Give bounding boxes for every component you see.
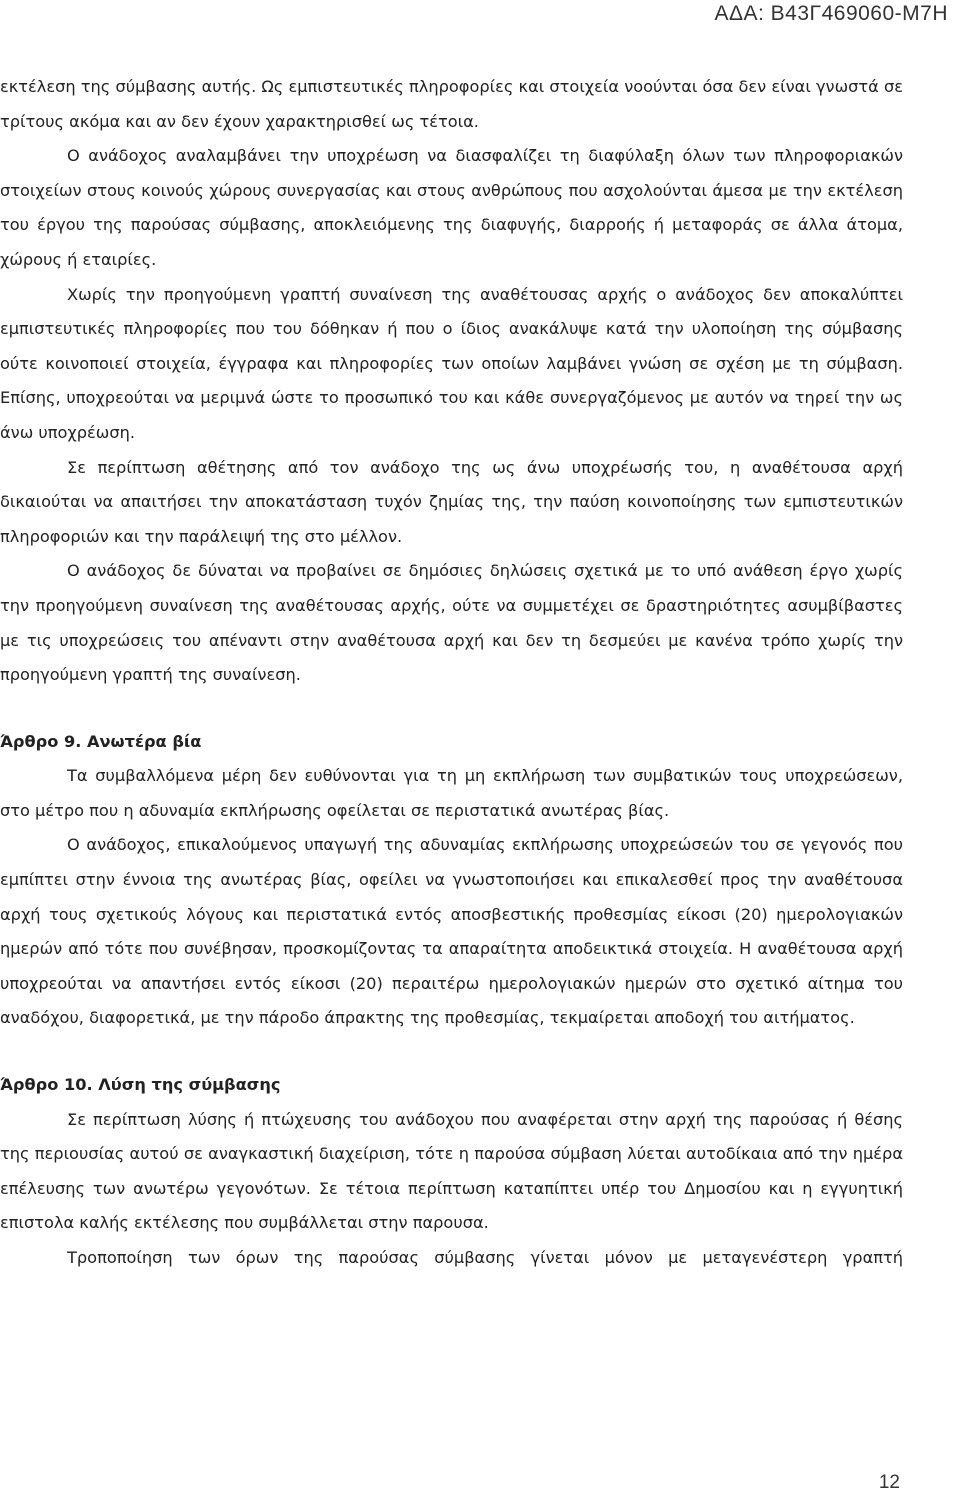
paragraph-confidentiality-continued: εκτέλεση της σύμβασης αυτής. Ως εμπιστευτικές πληροφορίες και στοιχεία νοούνται όσα δεν είναι γνωστά σε τρίτους ακόμα και αν δεν έχουν χαρακτηρισθεί ως τέτοια.: [0, 77, 903, 131]
paragraph-public-statements: Ο ανάδοχος δε δύναται να προβαίνει σε δημόσιες δηλώσεις σχετικά με το υπό ανάθεση έργο χωρίς την προηγούμενη συναίνεση της αναθέτουσας αρχής, ούτε να συμμετέχει σε δραστηριότητες ασυμβίβαστες με τις υποχρεώσεις του απέναντι στην αναθέτουσα αρχή και δεν τη δεσμεύει με κανένα τρόπο χωρίς την προηγούμενη γραπτή της συναίνεση.: [0, 561, 903, 685]
paragraph-non-disclosure: Χωρίς την προηγούμενη γραπτή συναίνεση της αναθέτουσας αρχής ο ανάδοχος δεν αποκαλύπτει εμπιστευτικές πληροφορίες που του δόθηκαν ή που ο ίδιος ανακάλυψε κατά την υλοποίηση της σύμβασης ούτε κοινοποιεί στοιχεία, έγγραφα και πληροφορίες των οποίων λαμβάνει γνώση σε σχέση με τη σύμβαση. Επίσης, υποχρεούται να μεριμνά ώστε το προσωπικό του και κάθε συνεργαζόμενος με αυτόν να τηρεί την ως άνω υποχρέωση.: [0, 284, 903, 442]
paragraph-safeguard-obligation: Ο ανάδοχος αναλαμβάνει την υποχρέωση να διασφαλίζει τη διαφύλαξη όλων των πληροφοριακών στοιχείων στους κοινούς χώρους συνεργασίας και στους ανθρώπους που ασχολούνται άμεσα με την εκτέλεση του έργου της παρούσας σύμβασης, αποκλειόμενης της διαφυγής, διαρροής ή μεταφοράς σε άλλα άτομα, χώρους ή εταιρίες.: [0, 146, 903, 269]
article-10-paragraph-1: Σε περίπτωση λύσης ή πτώχευσης του ανάδοχου που αναφέρεται στην αρχή της παρούσας ή θέσης της περιουσίας αυτού σε αναγκαστική διαχείριση, τότε η παρούσα σύμβαση λύεται αυτοδίκαια από την ημέρα επέλευσης των ανωτέρω γεγονότων. Σε τέτοια περίπτωση καταπίπτει υπέρ του Δημοσίου και η εγγυητική επιστολα καλής εκτέλεσης που συμβάλλεται στην παρουσα.: [0, 1109, 903, 1233]
article-9-paragraph-2: Ο ανάδοχος, επικαλούμενος υπαγωγή της αδυναμίας εκπλήρωσης υποχρεώσεών του σε γεγονός που εμπίπτει στην έννοια της ανωτέρας βίας, οφείλει να γνωστοποιήσει και επικαλεσθεί προς την αναθέτουσα αρχή τους σχετικούς λόγους και περιστατικά εντός αποσβεστικής προθεσμίας είκοσι (20) ημερολογιακών ημερών από τότε που συνέβησαν, προσκομίζοντας τα απαραίτητα αποδεικτικά στοιχεία. Η αναθέτουσα αρχή υποχρεούται να απαντήσει εντός είκοσι (20) περαιτέρω ημερολογιακών ημερών στο σχετικό αίτημα του αναδόχου, διαφορετικά, με την πάροδο άπρακτης της προθεσμίας, τεκμαίρεται αποδοχή του αιτήματος.: [0, 835, 903, 1028]
article-10-heading: Άρθρο 10. Λύση της σύμβασης: [0, 1075, 281, 1095]
document-body: [0, 70, 903, 1276]
article-9-paragraph-1: Τα συμβαλλόμενα μέρη δεν ευθύνονται για τη μη εκπλήρωση των συμβατικών τους υποχρεώσεων, στο μέτρο που η αδυναμία εκπλήρωσης οφείλεται σε περιστατικά ανωτέρας βίας.: [0, 766, 903, 820]
paragraph-breach-remedy: Σε περίπτωση αθέτησης από τον ανάδοχο της ως άνω υποχρέωσής του, η αναθέτουσα αρχή δικαιούται να απαιτήσει την αποκατάσταση τυχόν ζημίας της, την παύση κοινοποίησης των εμπιστευτικών πληροφοριών και την παράλειψή της στο μέλλον.: [0, 457, 903, 546]
page-number: 12: [878, 1472, 900, 1493]
article-9-heading: Άρθρο 9. Ανωτέρα βία: [0, 731, 202, 751]
article-10-paragraph-2: Τροποποίηση των όρων της παρούσας σύμβασης γίνεται μόνον με μεταγενέστερη γραπτή: [67, 1248, 903, 1267]
ada-code-header: ΑΔΑ: Β43Γ469060-Μ7Η: [714, 2, 948, 25]
